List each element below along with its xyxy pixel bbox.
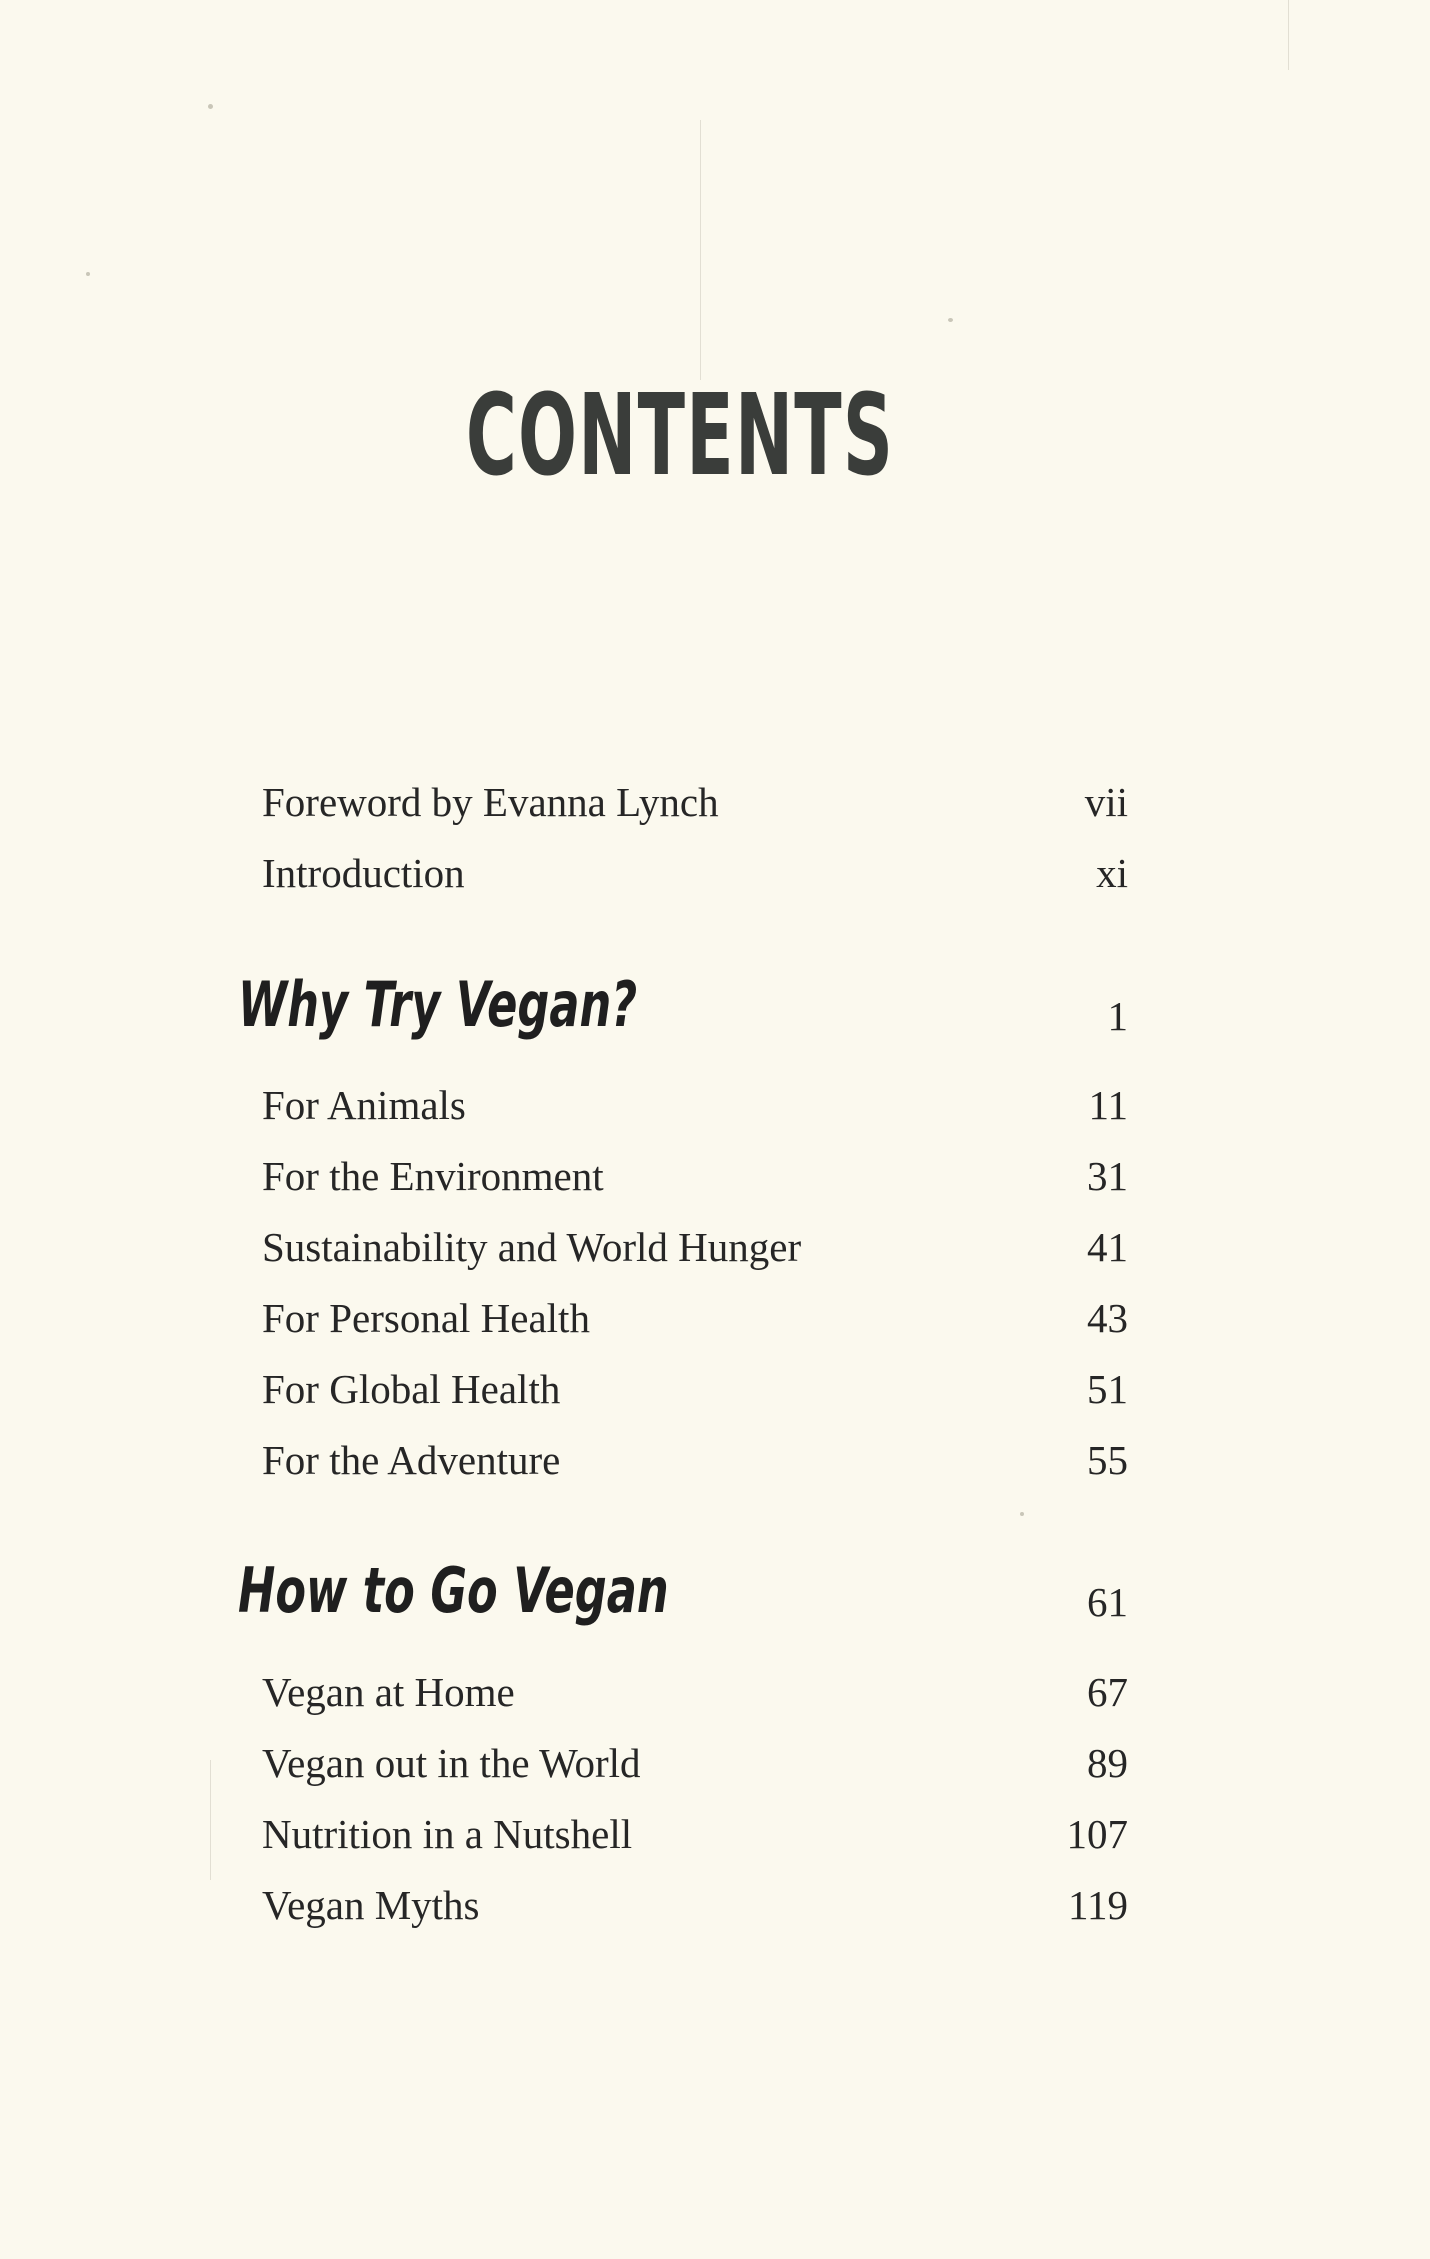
toc-entry [262, 1740, 1128, 1786]
section-page: 61 [1087, 1579, 1128, 1625]
paper-crease [700, 120, 701, 380]
toc-entry [262, 1437, 1128, 1483]
toc-entry [262, 1811, 1128, 1857]
toc-entry-page: 11 [1088, 1082, 1128, 1128]
toc-entry-page: 89 [1087, 1740, 1128, 1786]
paper-speck [208, 104, 213, 109]
toc-entry-label: For the Environment [262, 1153, 604, 1199]
section-heading-why-try-vegan: Why Try Vegan? [238, 968, 638, 1041]
toc-entry-label: Introduction [262, 850, 465, 896]
toc-entry-label: For Global Health [262, 1366, 561, 1412]
toc-entry [262, 1295, 1128, 1341]
toc-entry [262, 1669, 1128, 1715]
toc-entry-page: 51 [1087, 1366, 1128, 1412]
paper-speck [1020, 1512, 1024, 1516]
toc-entry-page: xi [1096, 850, 1128, 896]
toc-entry [262, 1153, 1128, 1199]
toc-entry-page: 31 [1087, 1153, 1128, 1199]
toc-entry-label: For Animals [262, 1082, 466, 1128]
toc-entry-label: Vegan out in the World [262, 1740, 641, 1786]
toc-entry-label: Sustainability and World Hunger [262, 1224, 802, 1270]
page-title: CONTENTS [465, 371, 895, 501]
toc-entry-page: 43 [1087, 1295, 1128, 1341]
toc-entry-label: For the Adventure [262, 1437, 561, 1483]
section-page: 1 [1107, 993, 1128, 1039]
toc-entry-label: For Personal Health [262, 1295, 590, 1341]
toc-entry-page: 119 [1068, 1882, 1128, 1928]
toc-entry-page: 41 [1087, 1224, 1128, 1270]
toc-entry [262, 1082, 1128, 1128]
toc-entry [262, 1882, 1128, 1928]
paper-speck [948, 318, 953, 322]
toc-entry-page: vii [1084, 779, 1128, 825]
toc-entry-label: Vegan at Home [262, 1669, 515, 1715]
toc-entry-page: 67 [1087, 1669, 1128, 1715]
toc-entry [262, 1366, 1128, 1412]
paper-speck [86, 272, 90, 276]
toc-entry [262, 1224, 1128, 1270]
paper-crease [1288, 0, 1289, 70]
toc-entry-label: Vegan Myths [262, 1882, 480, 1928]
section-heading-how-to-go-vegan: How to Go Vegan [238, 1554, 669, 1627]
toc-entry-foreword [262, 779, 1128, 825]
toc-entry-page: 55 [1087, 1437, 1128, 1483]
paper-crease [210, 1760, 211, 1880]
toc-entry-page: 107 [1066, 1811, 1128, 1857]
toc-entry-introduction [262, 850, 1128, 896]
toc-entry-label: Nutrition in a Nutshell [262, 1811, 633, 1857]
toc-entry-label: Foreword by Evanna Lynch [262, 779, 719, 825]
